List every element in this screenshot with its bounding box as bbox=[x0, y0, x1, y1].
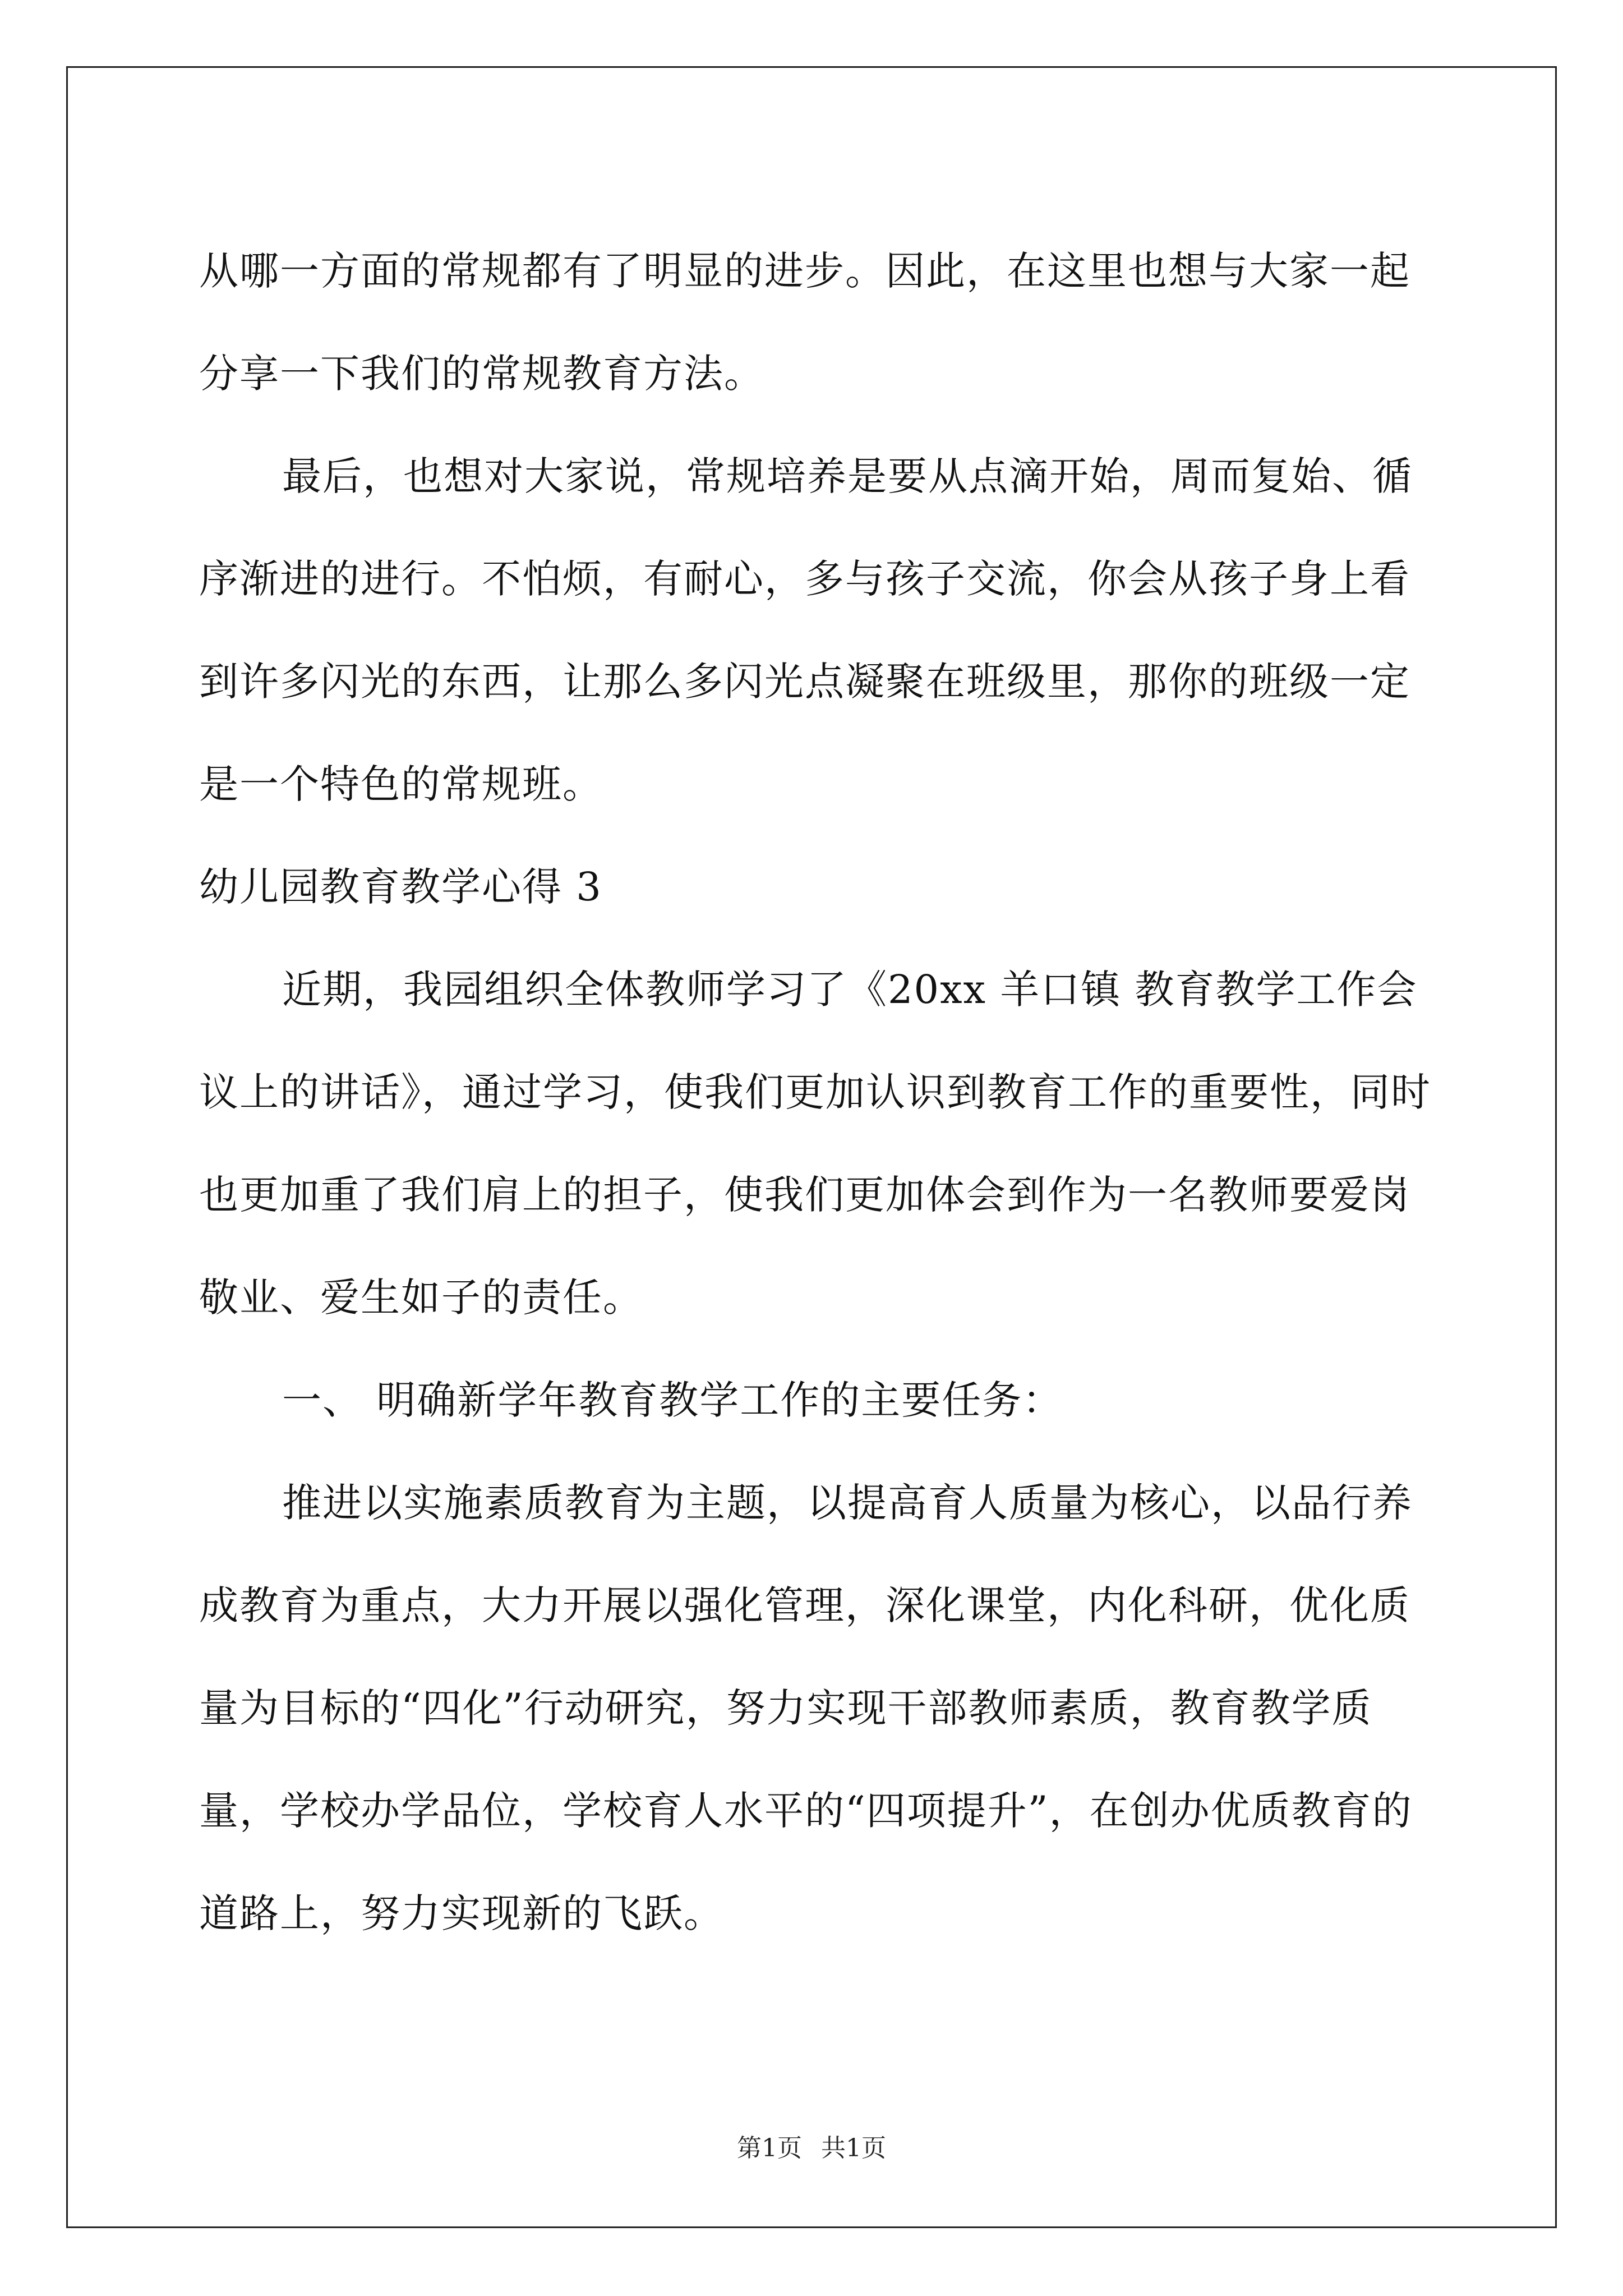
section-heading: 幼儿园教育教学心得 3 bbox=[199, 864, 602, 910]
page-footer: 第1页 共1页 bbox=[737, 2134, 886, 2162]
body-text-line: 从哪一方面的常规都有了明显的进步。因此，在这里也想与大家一起 bbox=[199, 248, 1410, 294]
body-text-line: 到许多闪光的东西，让那么多闪光点凝聚在班级里，那你的班级一定 bbox=[199, 659, 1410, 705]
document-body bbox=[199, 220, 1431, 1965]
body-text-line: 分享一下我们的常规教育方法。 bbox=[199, 351, 764, 397]
paragraph-first-line: 推进以实施素质教育为主题，以提高育人质量为核心，以品行养 bbox=[282, 1480, 1413, 1526]
body-text-line: 量为目标的“四化”行动研究，努力实现干部教师素质，教育教学质 bbox=[199, 1685, 1372, 1731]
body-text-line: 成教育为重点，大力开展以强化管理，深化课堂，内化科研，优化质 bbox=[199, 1582, 1410, 1628]
body-text-line: 量，学校办学品位，学校育人水平的“四项提升”，在创办优质教育的 bbox=[199, 1788, 1413, 1834]
body-text-line: 道路上，努力实现新的飞跃。 bbox=[199, 1890, 724, 1936]
subsection-heading: 一、 明确新学年教育教学工作的主要任务： bbox=[282, 1377, 1063, 1423]
body-text-line: 是一个特色的常规班。 bbox=[199, 761, 603, 807]
paragraph-first-line: 最后，也想对大家说，常规培养是要从点滴开始，周而复始、循 bbox=[282, 453, 1413, 499]
body-text-line: 序渐进的进行。不怕烦，有耐心，多与孩子交流，你会从孩子身上看 bbox=[199, 556, 1410, 602]
paragraph-first-line: 近期，我园组织全体教师学习了《20xx 羊口镇 教育教学工作会 bbox=[282, 967, 1418, 1013]
body-text-line: 议上的讲话》，通过学习，使我们更加认识到教育工作的重要性，同时 bbox=[199, 1069, 1431, 1115]
body-text-line: 敬业、爱生如子的责任。 bbox=[199, 1274, 643, 1320]
body-text-line: 也更加重了我们肩上的担子，使我们更加体会到作为一名教师要爱岗 bbox=[199, 1172, 1410, 1218]
